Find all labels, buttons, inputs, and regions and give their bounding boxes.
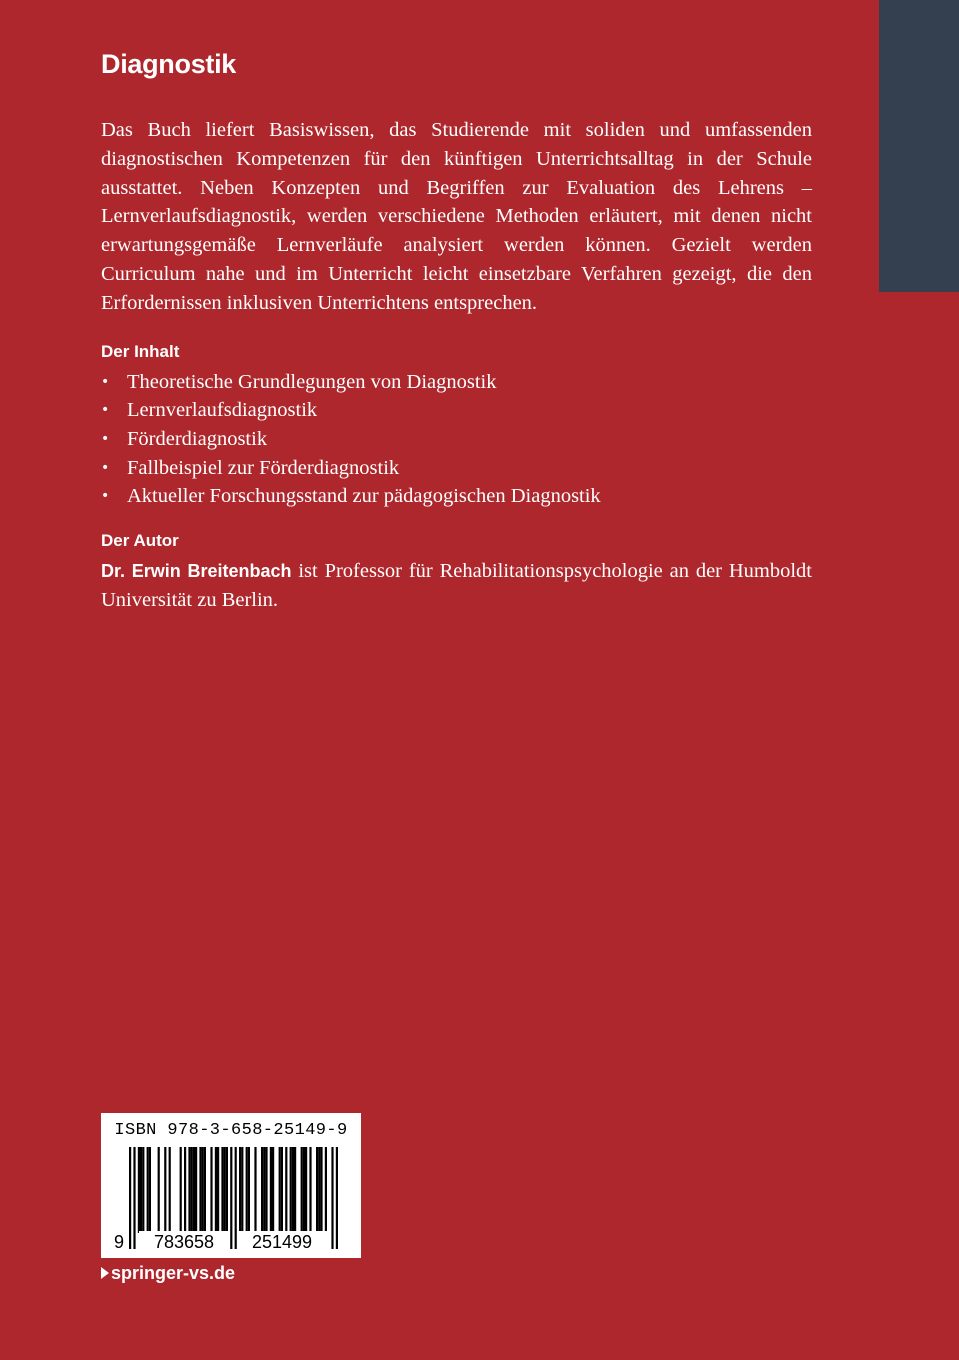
barcode-bar — [301, 1147, 303, 1233]
barcode-bar — [158, 1147, 160, 1233]
barcode-bar — [331, 1147, 333, 1249]
isbn-barcode — [101, 1113, 361, 1258]
arrow-right-icon — [101, 1267, 109, 1279]
barcode-bar — [292, 1147, 294, 1233]
barcode-bar — [193, 1147, 195, 1233]
barcode-bar — [320, 1147, 322, 1233]
barcode-bar — [149, 1147, 151, 1233]
ean-first-digit: 9 — [111, 1231, 127, 1253]
barcode-bar — [272, 1147, 274, 1233]
bullet-icon: • — [101, 373, 110, 390]
barcode-bar — [270, 1147, 272, 1233]
bullet-icon: • — [101, 459, 110, 476]
barcode-bar — [224, 1147, 226, 1233]
bullet-icon: • — [101, 402, 110, 419]
barcode-bar — [261, 1147, 263, 1233]
spine-accent-bar — [879, 0, 959, 292]
list-item — [101, 425, 812, 454]
author-heading: Der Autor — [101, 531, 179, 551]
barcode-bar — [309, 1147, 311, 1233]
ean-left-digits: 783658 — [139, 1231, 229, 1253]
barcode-bar — [215, 1147, 217, 1233]
barcode-bar — [129, 1147, 131, 1249]
barcode-bar — [239, 1147, 241, 1233]
barcode-bar — [241, 1147, 243, 1233]
barcode-bar — [230, 1147, 232, 1249]
bullet-icon: • — [101, 488, 110, 505]
list-item — [101, 368, 812, 397]
ean-right-digits: 251499 — [237, 1231, 327, 1253]
barcode-bar — [142, 1147, 144, 1233]
barcode-bar — [279, 1147, 281, 1233]
barcode-bar — [210, 1147, 212, 1233]
barcode-bar — [263, 1147, 265, 1233]
contents-heading: Der Inhalt — [101, 341, 180, 361]
publisher-website — [101, 1261, 235, 1285]
barcode-bar — [133, 1147, 135, 1249]
list-item-label: Förderdiagnostik — [127, 427, 268, 450]
barcode-bar — [265, 1147, 267, 1233]
barcode-bar — [140, 1147, 142, 1233]
barcode-bar — [285, 1147, 287, 1233]
barcode-bar — [281, 1147, 283, 1233]
barcode-bar — [184, 1147, 186, 1233]
barcode-bar — [248, 1147, 250, 1233]
list-item-label: Fallbeispiel zur Förderdiagnostik — [127, 456, 400, 479]
bullet-icon: • — [101, 430, 110, 447]
barcode-bar — [305, 1147, 307, 1233]
barcode-bar — [226, 1147, 228, 1233]
barcode-bar — [303, 1147, 305, 1233]
list-item-label: Lernverlaufsdiagnostik — [127, 399, 318, 422]
barcode-bar — [199, 1147, 201, 1233]
barcode-bar — [254, 1147, 256, 1233]
barcode-bar — [316, 1147, 318, 1233]
barcode-bar — [180, 1147, 182, 1233]
barcode-bar — [138, 1147, 140, 1233]
barcode-bar — [169, 1147, 171, 1233]
barcode-bar — [221, 1147, 223, 1233]
list-item — [101, 454, 812, 483]
barcode-bar — [336, 1147, 338, 1249]
back-cover-content — [101, 46, 812, 615]
isbn-label: ISBN 978-3-658-25149-9 — [114, 1121, 348, 1140]
barcode-bar — [191, 1147, 193, 1233]
author-name: Dr. Erwin Breitenbach — [101, 561, 292, 582]
barcode-bar — [147, 1147, 149, 1233]
barcode-bar — [318, 1147, 320, 1233]
barcode-bar — [217, 1147, 219, 1233]
list-item — [101, 396, 812, 425]
list-item-label: Theoretische Grundlegungen von Diagnostik — [127, 370, 497, 393]
barcode-bar — [204, 1147, 206, 1233]
list-item-label: Aktueller Forschungsstand zur pädagogischen Diagnostik — [127, 485, 601, 508]
list-item — [101, 482, 812, 511]
barcode-bar — [202, 1147, 204, 1233]
website-label: springer-vs.de — [111, 1263, 236, 1283]
barcode-bar — [325, 1147, 327, 1233]
book-title: Diagnostik — [101, 49, 237, 79]
book-blurb: Das Buch liefert Basiswissen, das Studierende mit soliden und umfassenden diagnostischen Kompetenzen für den künftigen Unterrichtsalltag in der Schule ausstattet. Neben Konzepten und Begriffen zur Evaluation des Lehrens – Lernverlaufsdiagnostik, werden verschiedene Methoden erläutert, mit denen nicht erwartungsgemäße Lernverläufe analysiert werden können. Gezielt werden Curriculum nahe und im Unterricht leicht einsetzbare Verfahren gezeigt, die den Erfordernissen inklusiven Unterrichtens entsprechen. — [101, 119, 812, 314]
contents-list — [101, 368, 812, 512]
barcode-bar — [195, 1147, 197, 1233]
author-description: ist Professor für Rehabilitationspsychologie an der Humboldt Universität zu Berlin. — [101, 560, 812, 611]
author-bio — [101, 557, 812, 615]
barcode-bar — [294, 1147, 296, 1233]
barcode-bar — [188, 1147, 190, 1233]
barcode-bar — [164, 1147, 166, 1233]
barcode-bar — [246, 1147, 248, 1233]
barcode-bar — [290, 1147, 292, 1233]
